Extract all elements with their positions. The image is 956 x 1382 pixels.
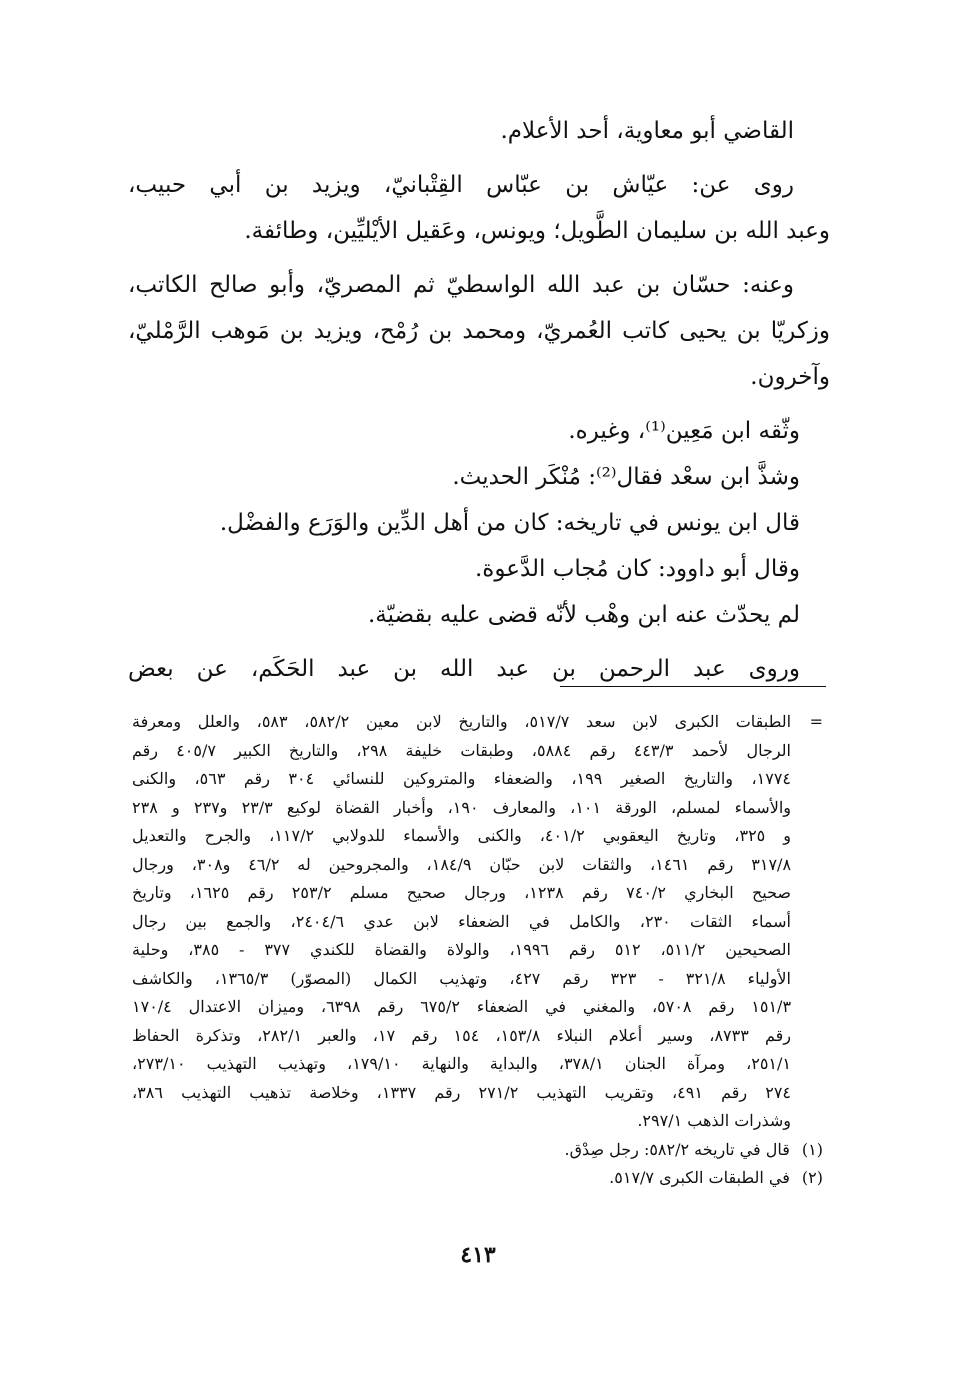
footnote-number: (١)	[801, 1139, 823, 1159]
footnote-line: ١٥١/٣ رقم ٥٧٠٨، والمغني في الضعفاء ٦٧٥/٢ رقم ٦٣٩٨، وميزان الاعتدال ١٧٠/٤	[132, 997, 792, 1016]
footnote-line: أسماء الثقات ٢٣٠، والكامل في الضعفاء لابن عدي ٢٤٠٤/٦، والجمع بين رجال	[132, 911, 792, 931]
text-line: وشذَّ ابن سعْد فقال⁽²⁾: مُنْكَر الحديث.	[452, 464, 800, 490]
footnote-number: (٢)	[801, 1168, 823, 1187]
text-line: وعبد الله بن سليمان الطَّويل؛ ويونس، وعَقيل الأيْليِّين، وطائفة.	[244, 218, 830, 244]
footnote-line: ٣١٧/٨ رقم ١٤٦١، والثقات لابن حبّان ١٨٤/٩، والمجروحين له ٤٦/٢ و٣٠٨، ورجال	[132, 854, 792, 874]
footnote-text: في الطبقات الكبرى ٥١٧/٧.	[609, 1168, 790, 1187]
footnote-text: قال في تاريخه ٥٨٢/٢: رجل صِدْق.	[564, 1139, 790, 1159]
footnote-2	[132, 1164, 823, 1193]
footnote-line: ٢٥١/١، ومرآة الجنان ٣٧٨/١، والبداية والنهاية ١٧٩/١٠، وتهذيب التهذيب ٢٧٣/١٠،	[132, 1054, 791, 1073]
footnote-line: الطبقات الكبرى لابن سعد ٥١٧/٧، والتاريخ لابن معين ٥٨٢/٢، ٥٨٣، والعلل ومعرفة	[132, 712, 792, 731]
footnote-line: رقم ٨٧٣٣، وسير أعلام النبلاء ١٥٣/٨، ١٥٤ رقم ١٧، والعبر ٢٨٢/١، وتذكرة الحفاظ	[132, 1025, 792, 1045]
text-line: وعنه: حسّان بن عبد الله الواسطيّ ثم المصريّ، وأبو صالح الكاتب،	[128, 272, 794, 298]
text-line: لم يحدّث عنه ابن وهْب لأنّه قضى عليه بقضيّة.	[367, 602, 800, 628]
footnote-line: ٢٧٤ رقم ٤٩١، وتقريب التهذيب ٢٧١/٢ رقم ١٣٣٧، وخلاصة تذهيب التهذيب ٣٨٦،	[132, 1082, 792, 1102]
footnote-line: الأولياء ٣٢١/٨ - ٣٢٣ رقم ٤٢٧، وتهذيب الكمال (المصوّر) ١٣٦٥/٣، والكاشف	[132, 968, 791, 988]
text-line: وروى عبد الرحمن بن عبد الله بن عبد الحَكَم، عن بعض	[128, 656, 800, 682]
continuation-marker: =	[809, 712, 823, 731]
footnote-line: وشذرات الذهب ٢٩٧/١.	[637, 1111, 791, 1130]
footnote-line: ١٧٧٤، والتاريخ الصغير ١٩٩، والضعفاء والمتروكين للنسائي ٣٠٤ رقم ٥٦٣، والكنى	[132, 769, 792, 788]
footnote-line: الصحيحين ٥١١/٢، ٥١٢ رقم ١٩٩٦، والولاة والقضاة للكندي ٣٧٧ - ٣٨٥، وحلية	[132, 940, 791, 959]
footnote-line: والأسماء لمسلم، الورقة ١٠١، والمعارف ١٩٠، وأخبار القضاة لوكيع ٢٣/٣ و٢٣٧ و ٢٣٨	[132, 797, 791, 817]
footnote-1	[132, 1136, 823, 1165]
text-line: وثّقه ابن مَعِين⁽¹⁾، وغيره.	[568, 418, 800, 444]
footnote-line: و ٣٢٥، وتاريخ اليعقوبي ٤٠١/٢، والكنى والأسماء للدولابي ١١٧/٢، والجرح والتعديل	[132, 826, 791, 845]
text-line: وزكريّا بن يحيى كاتب العُمريّ، ومحمد بن رُمْح، ويزيد بن مَوهب الرَّمْليّ،	[128, 318, 830, 344]
page-number: ٤١٣	[460, 1242, 496, 1268]
text-line: روى عن: عيّاش بن عبّاس القِتْبانيّ، ويزيد بن أبي حبيب،	[128, 172, 794, 198]
footnote-separator	[560, 686, 826, 687]
text-line: وقال أبو داوود: كان مُجاب الدَّعوة.	[475, 556, 800, 582]
source-footnote	[132, 708, 823, 1136]
footnote-line: صحيح البخاري ٧٤٠/٢ رقم ١٢٣٨، ورجال صحيح مسلم ٢٥٣/٢ رقم ١٦٢٥، وتاريخ	[132, 883, 792, 902]
footnotes	[132, 708, 823, 1193]
footnote-line: الرجال لأحمد ٤٤٣/٣ رقم ٥٨٨٤، وطبقات خليفة ٢٩٨، والتاريخ الكبير ٤٠٥/٧ رقم	[132, 740, 791, 760]
text-line: القاضي أبو معاوية، أحد الأعلام.	[500, 118, 794, 144]
text-line: وآخرون.	[750, 364, 830, 390]
main-text	[128, 108, 830, 692]
text-line: قال ابن يونس في تاريخه: كان من أهل الدِّين والوَرَع والفضْل.	[219, 510, 800, 536]
